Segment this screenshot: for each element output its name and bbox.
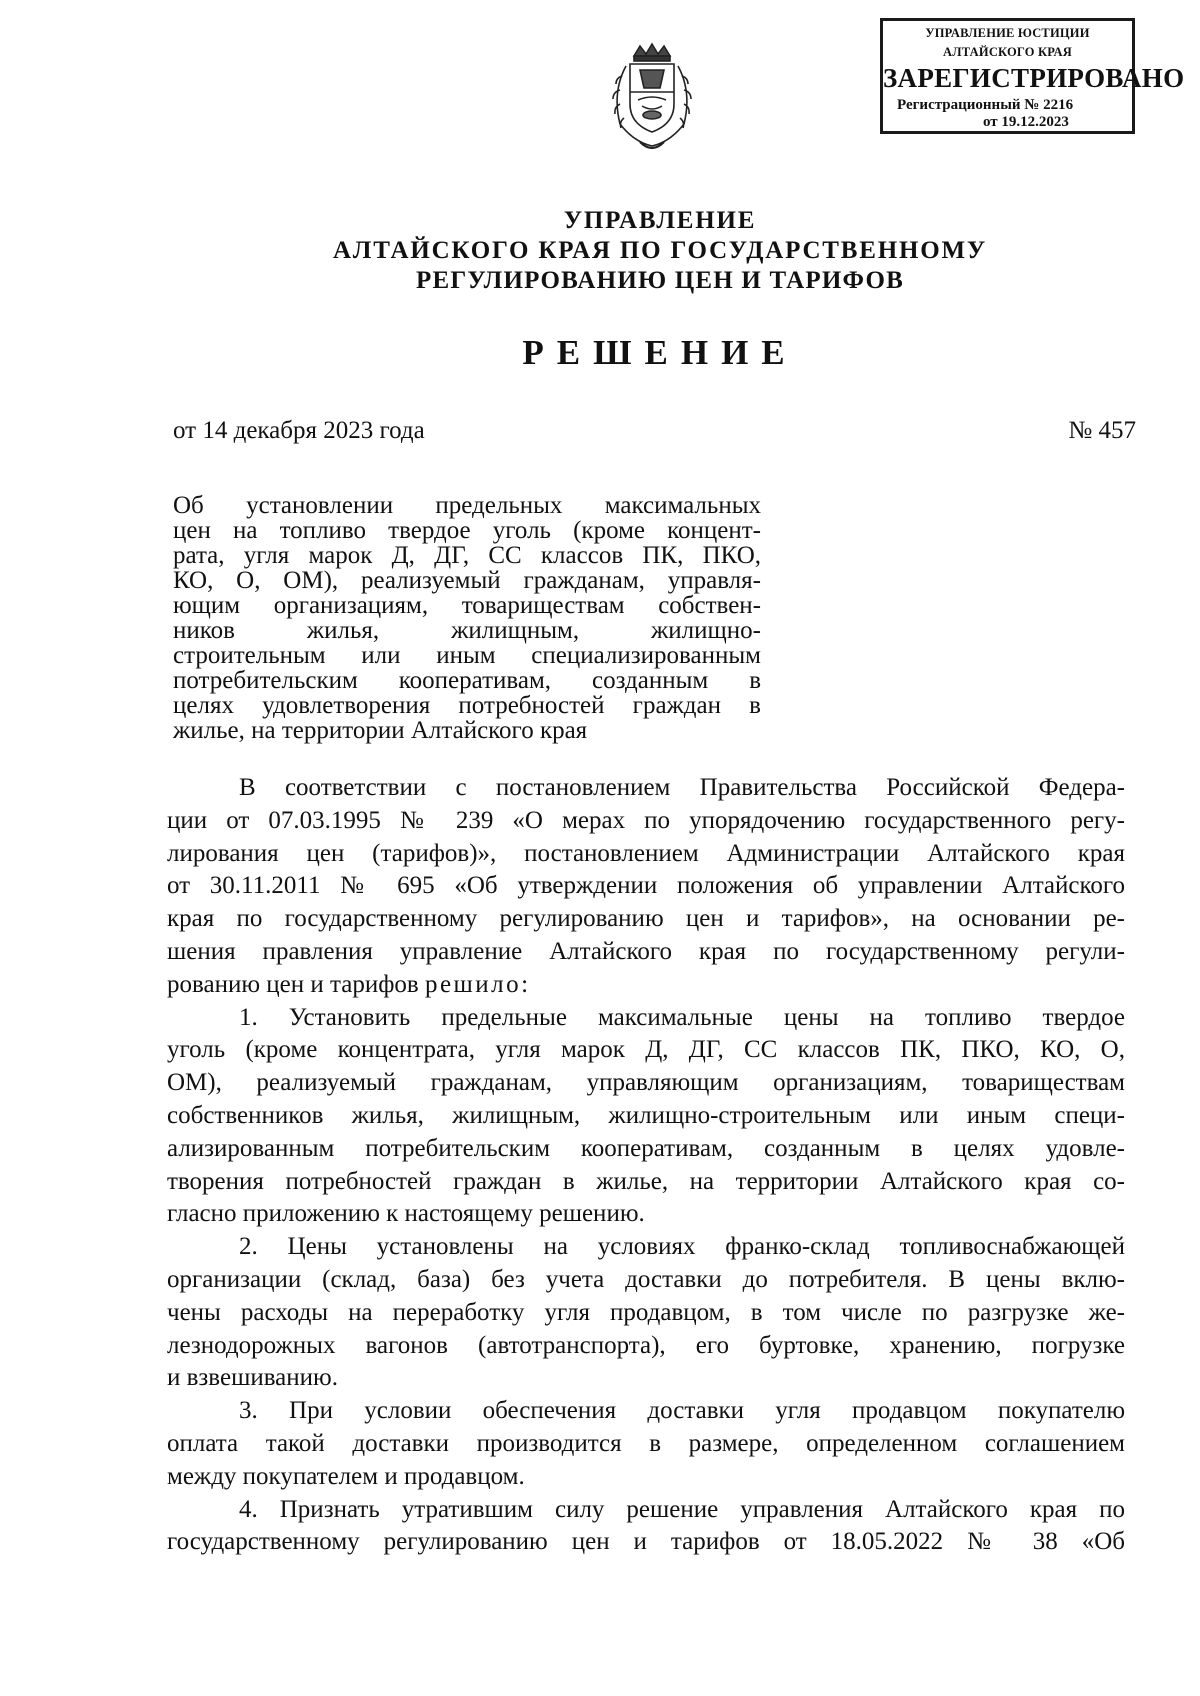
agency-line-2: АЛТАЙСКОГО КРАЯ ПО ГОСУДАРСТВЕННОМУ [332, 237, 988, 264]
paragraph-3-line: между покупателем и продавцом. [167, 1462, 525, 1490]
subject-line: ющим организациям, товариществам собствен- [173, 592, 761, 619]
paragraph-1-line: ОМ), реализуемый гражданам, управляющим организациям, товариществам [167, 1069, 1125, 1097]
paragraph-1-line: уголь (кроме концентрата, угля марок Д, ДГ, СС классов ПК, ПКО, КО, О, [167, 1036, 1125, 1064]
agency-header [240, 206, 1080, 296]
preamble-line: шения правления управление Алтайского края по государственному регули- [167, 937, 1125, 965]
paragraph-1-line: творения потребностей граждан в жилье, на территории Алтайского края со- [167, 1167, 1125, 1195]
paragraph-4-line: 4. Признать утратившим силу решение управления Алтайского края по [239, 1495, 1125, 1523]
document-date: от 14 декабря 2023 года [173, 417, 425, 444]
paragraph-3-line: 3. При условии обеспечения доставки угля продавцом покупателю [239, 1397, 1125, 1425]
preamble-line: ции от 07.03.1995 № 239 «О мерах по упорядочению государственного регу- [167, 806, 1125, 834]
preamble-line: от 30.11.2011 № 695 «Об утверждении положения об управлении Алтайского [167, 872, 1125, 900]
subject-line: потребительским кооперативам, созданным в [173, 667, 761, 694]
subject-line: строительным или иным специализированным [173, 642, 761, 669]
paragraph-4-line: государственному регулированию цен и тарифов от 18.05.2022 № 38 «Об [167, 1528, 1125, 1556]
preamble-tail: рованию цен и тарифов [167, 970, 419, 998]
subject-line: рата, угля марок Д, ДГ, СС классов ПК, ПКО, [173, 542, 761, 569]
document-subject [173, 493, 761, 743]
paragraph-2-line: и взвешиванию. [167, 1364, 338, 1392]
stamp-reg-number: Регистрационный № 2216 [897, 97, 1074, 113]
subject-line: цен на топливо твердое уголь (кроме концент- [173, 517, 761, 544]
preamble-line: края по государственному регулированию цен и тарифов», на основании ре- [167, 905, 1125, 933]
paragraph-1-line: гласно приложению к настоящему решению. [167, 1200, 645, 1228]
paragraph-2-line: лезнодорожных вагонов (автотранспорта), его буртовке, хранению, погрузке [167, 1331, 1125, 1359]
paragraph-2-line: 2. Цены установлены на условиях франко-склад топливоснабжающей [239, 1233, 1125, 1261]
document-number: № 457 [1068, 417, 1136, 444]
preamble-line: лирования цен (тарифов)», постановлением Администрации Алтайского края [167, 839, 1125, 867]
subject-line: целях удовлетворения потребностей граждан в [173, 692, 761, 719]
stamp-status: ЗАРЕГИСТРИРОВАНО [883, 63, 1185, 93]
document-type-title: РЕШЕНИЕ [522, 333, 798, 372]
paragraph-2-line: чены расходы на переработку угля продавцом, в том числе по разгрузке же- [167, 1298, 1125, 1326]
document-body [167, 772, 1125, 1559]
agency-line-3: РЕГУЛИРОВАНИЮ ЦЕН И ТАРИФОВ [415, 267, 904, 294]
stamp-reg-date: от 19.12.2023 [983, 114, 1069, 130]
stamp-org-line2: АЛТАЙСКОГО КРАЯ [943, 45, 1072, 59]
coat-of-arms-icon [604, 42, 700, 154]
subject-line: жилье, на территории Алтайского края [173, 717, 588, 744]
subject-line: Об установлении предельных максимальных [173, 492, 761, 519]
preamble-line: В соответствии с постановлением Правительства Российской Федера- [239, 774, 1125, 801]
agency-line-1: УПРАВЛЕНИЕ [563, 207, 757, 234]
stamp-org-line1: УПРАВЛЕНИЕ ЮСТИЦИИ [925, 26, 1090, 40]
paragraph-1-line: собственников жилья, жилищным, жилищно-строительным или иным специ- [167, 1101, 1125, 1129]
paragraph-1-line: 1. Установить предельные максимальные цены на топливо твердое [239, 1003, 1125, 1031]
paragraph-2-line: организации (склад, база) без учета доставки до потребителя. В цены вклю- [167, 1265, 1125, 1293]
preamble-tail-line [167, 969, 1125, 1002]
paragraph-3-line: оплата такой доставки производится в размере, определенном соглашением [167, 1429, 1125, 1457]
paragraph-1-line: ализированным потребительским кооперативам, созданным в целях удовле- [167, 1134, 1125, 1162]
subject-line: КО, О, ОМ), реализуемый гражданам, управля- [173, 567, 761, 594]
subject-line: ников жилья, жилищным, жилищно- [173, 617, 761, 644]
registration-stamp [880, 18, 1185, 134]
resolved-word: решило: [424, 970, 531, 998]
